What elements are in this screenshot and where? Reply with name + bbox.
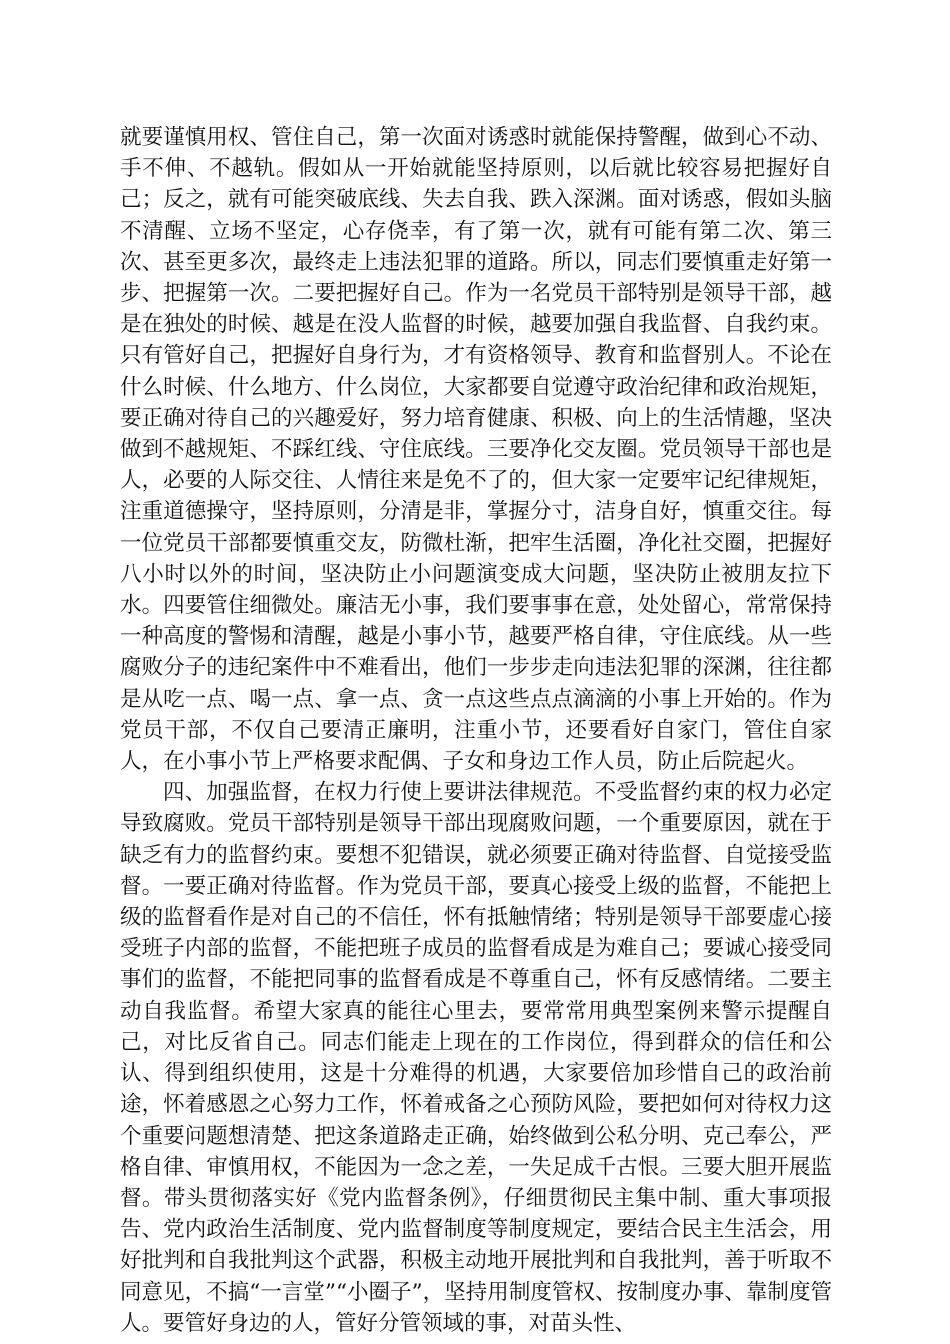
document-body (120, 122, 832, 1339)
paragraph-1: 就要谨慎用权、管住自己，第一次面对诱惑时就能保持警醒，做到心不动、手不伸、不越轨。假如从一开始就能坚持原则，以后就比较容易把握好自己；反之，就有可能突破底线、失去自我、跌入深渊。面对诱惑，假如头脑不清醒、立场不坚定，心存侥幸，有了第一次，就有可能有第二次、第三次、甚至更多次，最终走上违法犯罪的道路。所以，同志们要慎重走好第一步、把握第一次。二要把握好自己。作为一名党员干部特别是领导干部，越是在独处的时候、越是在没人监督的时候，越要加强自我监督、自我约束。只有管好自己，把握好自身行为，才有资格领导、教育和监督别人。不论在什么时候、什么地方、什么岗位，大家都要自觉遵守政治纪律和政治规矩，要正确对待自己的兴趣爱好，努力培育健康、积极、向上的生活情趣，坚决做到不越规矩、不踩红线、守住底线。三要净化交友圈。党员领导干部也是人，必要的人际交往、人情往来是免不了的，但大家一定要牢记纪律规矩，注重道德操守，坚持原则，分清是非，掌握分寸，洁身自好，慎重交往。每一位党员干部都要慎重交友，防微杜渐，把牢生活圈，净化社交圈，把握好八小时以外的时间，坚决防止小问题演变成大问题，坚决防止被朋友拉下水。四要管住细微处。廉洁无小事，我们要事事在意，处处留心，常常保持一种高度的警惕和清醒，越是小事小节，越要严格自律，守住底线。从一些腐败分子的违纪案件中不难看出，他们一步步走向违法犯罪的深渊，往往都是从吃一点、喝一点、拿一点、贪一点这些点点滴滴的小事上开始的。作为党员干部，不仅自己要清正廉明，注重小节，还要看好自家门，管住自家人，在小事小节上严格要求配偶、子女和身边工作人员，防止后院起火。 (120, 125, 832, 775)
paragraph-2: 四、加强监督，在权力行使上要讲法律规范。不受监督约束的权力必定导致腐败。党员干部特别是领导干部出现腐败问题，一个重要原因，就在于缺乏有力的监督约束。要想不犯错误，就必须要正确对待监督、自觉接受监督。一要正确对待监督。作为党员干部，要真心接受上级的监督，不能把上级的监督看作是对自己的不信任，怀有抵触情绪；特别是领导干部要虚心接受班子内部的监督，不能把班子成员的监督看成是为难自己；要诚心接受同事们的监督，不能把同事的监督看成是不尊重自己，怀有反感情绪。二要主动自我监督。希望大家真的能往心里去，要常常用典型案例来警示提醒自己，对比反省自己。同志们能走上现在的工作岗位，得到群众的信任和公认、得到组织使用，这是十分难得的机遇，大家要倍加珍惜自己的政治前途，怀着感恩之心努力工作，怀着戒备之心预防风险，要把如何对待权力这个重要问题想清楚、把这条道路走正确，始终做到公私分明、克己奉公，严格自律、审慎用权，不能因为一念之差，一失足成千古恨。三要大胆开展监督。带头贯彻落实好《党内监督条例》，仔细贯彻民主集中制、重大事项报告、党内政治生活制度、党内监督制度等制度规定，要结合民主生活会，用好批判和自我批判这个武器，积极主动地开展批判和自我批判，善于听取不同意见，不搞“一言堂”“小圈子”，坚持用制度管权、按制度办事、靠制度管人。要管好身边的人，管好分管领域的事，对苗头性、 (120, 780, 832, 1336)
